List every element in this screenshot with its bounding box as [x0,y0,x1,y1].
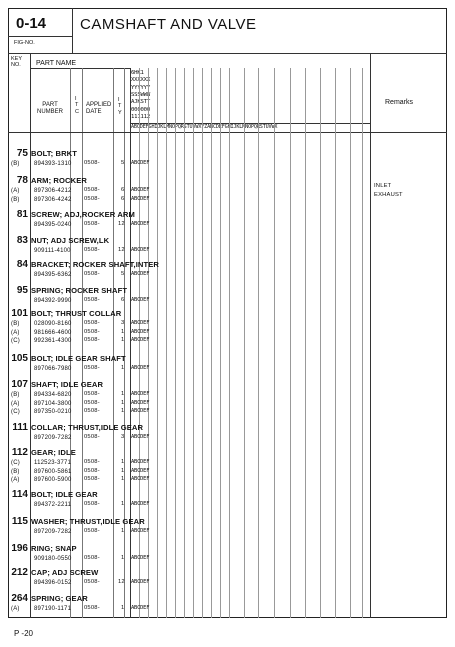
grid-column-line [220,68,221,618]
quantity: 1 [121,476,125,483]
row-prefix: (B) [11,468,20,475]
row-prefix: (A) [11,477,20,484]
applicability-codes: ABCDEF [131,247,150,253]
part-number: 112523-3771 [34,460,72,466]
part-number: 897600-5900 [34,477,72,484]
key-number: 75 [16,148,28,159]
part-number: 897600-5861 [34,468,72,475]
part-number: 894372-2211 [34,502,72,508]
applicability-codes: ABCDEF [131,337,150,344]
grid-column-line [320,68,321,618]
remark: EXHAUST [374,191,403,198]
applied-date: 0508- [84,605,100,611]
key-number: 84 [16,259,28,270]
row-prefix: (B) [11,196,20,203]
applied-date: 0508- [84,459,100,465]
key-number: 111 [12,422,28,433]
page-number: P -20 [14,629,33,638]
part-number: 894395-0240 [34,222,72,228]
applied-date: 0508- [84,528,100,534]
key-no-label: KEY NO. [11,56,23,69]
part-number: 992361-4300 [34,338,72,345]
part-name: CAP; ADJ SCREW [31,568,99,577]
row-prefix: (B) [11,321,20,327]
key-number: 105 [11,353,28,364]
applied-date: 0508- [84,579,100,585]
applied-date: 0508- [84,467,100,474]
quantity: 1 [121,605,125,611]
model-code-row: 000000 [131,106,151,113]
quantity: 1 [121,501,125,507]
remark: INLET [374,183,392,189]
key-number: 81 [16,209,28,220]
model-code-row: SSSWWW [131,91,151,98]
applicability-codes: ABCDEF [131,579,150,585]
part-name: COLLAR; THRUST,IDLE GEAR [31,423,144,432]
grid-column-line [258,68,259,618]
applied-date: 0508- [84,391,100,397]
part-number: 909111-4100 [34,248,71,254]
part-number: 897350-0210 [34,409,72,416]
header-divider [72,8,73,53]
quantity: 1 [121,365,125,371]
row-prefix: (A) [11,606,20,612]
grid-column-line [211,68,212,618]
header-bottom [8,53,447,54]
part-name: SPRING; GEAR [31,594,88,603]
row-prefix: (C) [11,409,20,416]
grid-column-line [274,68,275,618]
applicability-codes: ABCDEF [131,320,150,326]
part-number: 894393-1310 [34,161,72,167]
row-prefix: (C) [11,338,20,345]
part-name-underline [30,68,130,69]
part-name: BOLT; THRUST COLLAR [31,309,122,318]
applied-date: 0508- [84,187,100,193]
remarks-label: Remarks [385,99,414,106]
applicability-codes: ABCDEF [131,328,150,335]
part-name: SCREW; ADJ,ROCKER ARM [31,210,135,219]
part-number-label: PART NUMBER [37,102,64,115]
quantity: 3 [121,434,125,440]
row-prefix: (B) [11,392,20,398]
page-title: CAMSHAFT AND VALVE [80,16,257,33]
quantity: 6 [121,195,125,202]
applicability-codes: ABCDEF [131,187,150,193]
quantity: 1 [121,399,125,406]
quantity: 12 [118,247,125,253]
header-underline [8,36,72,37]
applicability-codes: ABCDEF [131,501,150,507]
part-number: 981666-4600 [34,329,72,336]
quantity: 1 [121,337,125,344]
grid-column-line [362,68,363,618]
quantity: 1 [121,528,125,534]
key-number: 101 [11,308,28,319]
part-number: 897306-4242 [34,196,72,203]
key-number: 114 [11,489,28,500]
part-number: 897209-7282 [34,435,72,441]
quantity: 12 [118,221,125,227]
applied-date: 0508- [84,297,100,303]
quantity: 1 [121,408,125,415]
applied-date: 0508- [84,320,100,326]
part-name: BRACKET; ROCKER SHAFT,INTER [31,260,159,269]
quantity: 5 [121,160,125,166]
applied-date: 0508- [84,501,100,507]
part-name: GEAR; IDLE [31,448,76,457]
model-code-row: 6HK1 [131,70,144,76]
part-name: SPRING; ROCKER SHAFT [31,286,128,295]
applicability-codes: ABCDEF [131,297,150,303]
applicability-codes: ABCDEF [131,528,150,534]
row-prefix: (B) [11,161,20,167]
quantity: 6 [121,187,125,193]
applicability-codes: ABCDEF [131,467,150,474]
applied-date: 0508- [84,365,100,371]
applied-date: 0508- [84,399,100,406]
itc-label: I T C [75,96,79,115]
applied-date-label: APPLIED DATE [86,102,112,115]
row-prefix: (A) [11,188,20,194]
grid-column-line [335,68,336,618]
applicability-codes: ABCDEF [131,476,150,483]
applied-date: 0508- [84,476,100,483]
applicability-codes: ABCDEF [131,399,150,406]
fig-no-label: FIG-NO. [14,40,35,46]
applied-date: 0508- [84,195,100,202]
remarks-divider [370,53,371,618]
part-number: 897306-4212 [34,188,72,194]
part-number: 897190-1171 [34,606,72,612]
applied-date: 0508- [84,221,100,227]
grid-column-line [193,68,194,618]
applicability-codes: ABCDEF [131,555,150,561]
part-name: SHAFT; IDLE GEAR [31,380,104,389]
applied-date: 0508- [84,328,100,335]
applicability-codes: ABCDEF [131,459,150,465]
applicability-codes: ABCDEF [131,605,150,611]
model-code-row: YYYYYY [131,84,151,91]
part-name: RING; SNAP [31,544,77,553]
key-number: 95 [16,285,28,296]
applied-date: 0508- [84,160,100,166]
applied-date: 0508- [84,408,100,415]
part-number: 897209-7282 [34,529,72,535]
quantity: 6 [121,297,125,303]
key-number: 78 [16,175,28,186]
grid-column-line [184,68,185,618]
model-code-row: 111112 [131,113,151,120]
grid-column-line [166,68,167,618]
key-number: 115 [11,516,28,527]
quantity: 12 [118,579,125,585]
key-number: 212 [11,567,28,578]
key-number: 83 [16,235,28,246]
part-number: 894392-9990 [34,298,72,304]
figure-number: 0-14 [16,15,47,32]
quantity: 1 [121,328,125,335]
key-number: 264 [11,593,28,604]
part-name: BOLT; BRKT [31,149,77,158]
quantity: 1 [121,391,125,397]
applied-date: 0508- [84,555,100,561]
applied-date: 0508- [84,337,100,344]
applicability-codes: ABCDEF [131,391,150,397]
grid-column-line [157,68,158,618]
part-name: ARM; ROCKER [31,176,87,185]
applicability-codes: ABCDEF [131,195,150,202]
quantity: 1 [121,555,125,561]
itc-divider-right [82,68,83,618]
quantity: 5 [121,271,125,277]
applicability-codes: ABCDEF [131,408,150,415]
applied-date: 0508- [84,247,100,253]
part-name: BOLT; IDLE GEAR [31,490,98,499]
part-number: 897066-7980 [34,366,72,372]
part-name: NUT; ADJ SCREW,LK [31,236,110,245]
key-number: 107 [11,379,28,390]
row-prefix: (A) [11,400,20,407]
grid-column-line [175,68,176,618]
applied-date: 0508- [84,434,100,440]
part-number: 894396-0152 [34,580,72,586]
applicability-codes: ABCDEF [131,221,150,227]
part-number: 897104-3800 [34,400,72,407]
row-prefix: (A) [11,329,20,336]
grid-column-line [350,68,351,618]
applicability-codes: ABCDEF [131,160,150,166]
quantity: 1 [121,459,125,465]
quantity: 3 [121,320,125,326]
applicability-codes: ABCDEF [131,365,150,371]
row-prefix: (C) [11,460,20,466]
grid-column-line [290,68,291,618]
model-code-row: AJKSTT [131,99,151,106]
alpha-scale: ABCDEFGHIJKLMNOPQRSTUVWXYZABCDEFGHIJKLMNOPQRSTUVWX [131,124,278,130]
part-name: BOLT; IDLE GEAR SHAFT [31,354,126,363]
part-number: 909180-0550 [34,556,72,562]
key-number: 196 [11,543,28,554]
grid-column-line [305,68,306,618]
applied-date: 0508- [84,271,100,277]
key-number: 112 [11,447,28,458]
part-number: 894395-6362 [34,272,72,278]
grid-column-line [229,68,230,618]
part-number: 894334-6820 [34,392,72,398]
part-name: WASHER; THRUST,IDLE GEAR [31,517,145,526]
grid-column-line [244,68,245,618]
header-table-bottom [8,132,447,133]
model-code-row: XXXXXX [131,77,151,84]
qty-label: I T Y [118,97,122,116]
date-divider [113,68,114,618]
grid-column-line [202,68,203,618]
applicability-codes: ABCDEF [131,434,150,440]
quantity: 1 [121,467,125,474]
part-number: 028090-8160 [34,321,72,327]
applicability-codes: ABCDEF [131,271,150,277]
key-no-divider [30,53,31,618]
part-name-label: PART NAME [36,60,77,67]
